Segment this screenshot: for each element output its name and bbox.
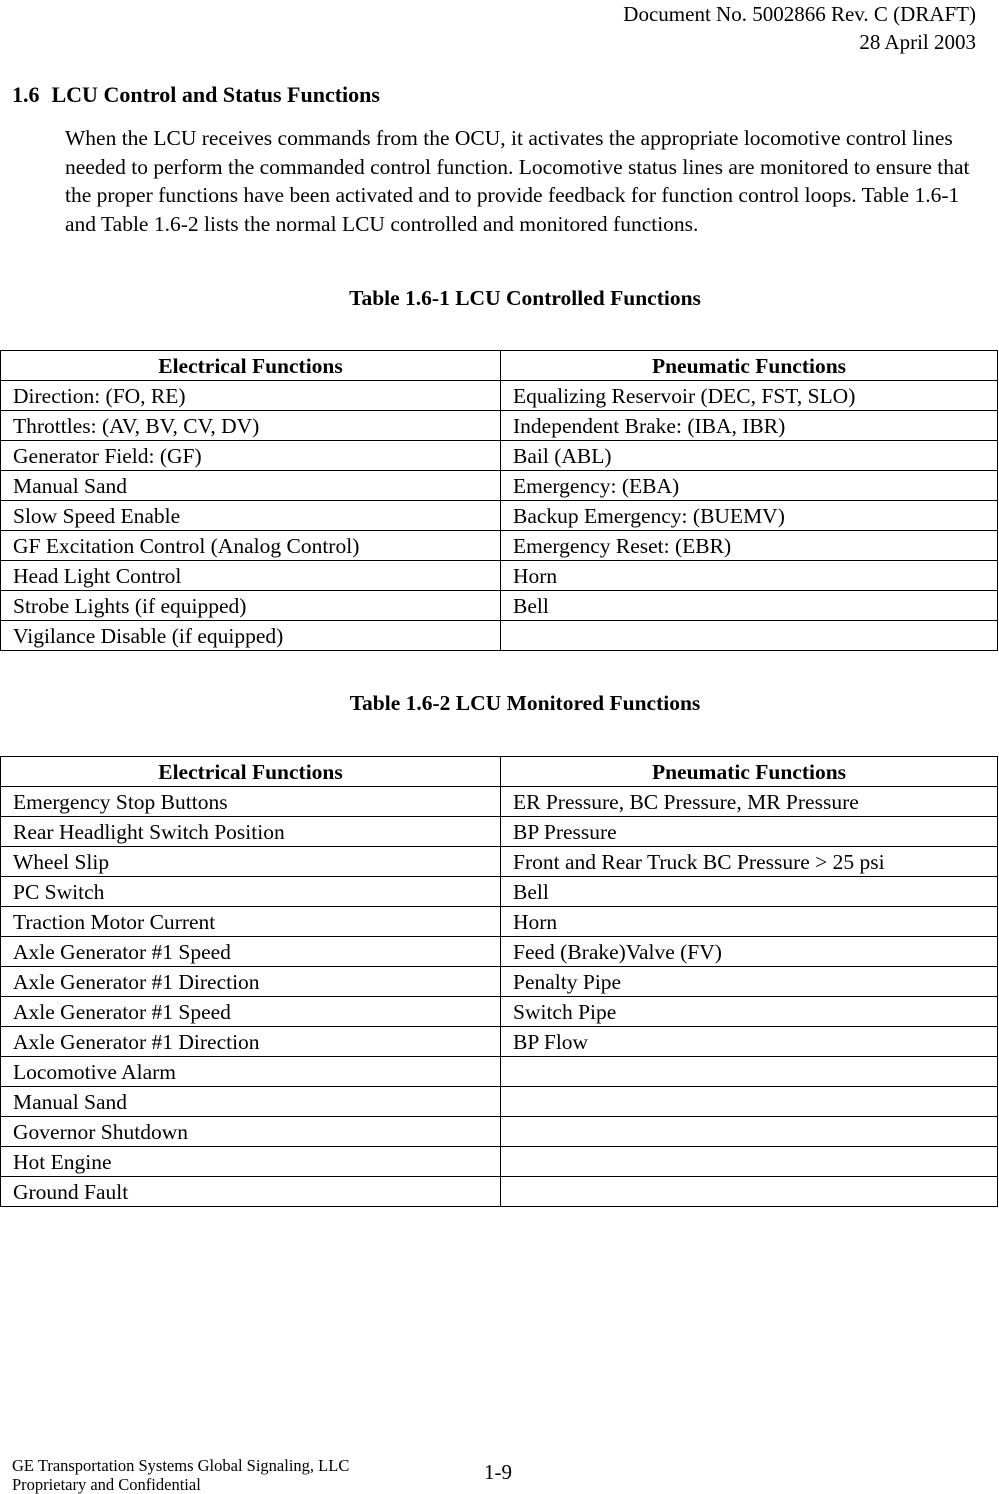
- pneumatic-cell: BP Pressure: [501, 817, 998, 847]
- table-row: [1, 621, 998, 651]
- electrical-cell: Traction Motor Current: [1, 907, 501, 937]
- table-header-row: [1, 351, 998, 381]
- table-row: [1, 1177, 998, 1207]
- table-row: [1, 441, 998, 471]
- column-header-electrical: Electrical Functions: [1, 351, 501, 381]
- table-row: [1, 997, 998, 1027]
- pneumatic-cell: [501, 1057, 998, 1087]
- electrical-cell: Rear Headlight Switch Position: [1, 817, 501, 847]
- pneumatic-cell: BP Flow: [501, 1027, 998, 1057]
- pneumatic-cell: [501, 1117, 998, 1147]
- electrical-cell: Ground Fault: [1, 1177, 501, 1207]
- pneumatic-cell: Horn: [501, 561, 998, 591]
- column-header-pneumatic: Pneumatic Functions: [501, 757, 998, 787]
- pneumatic-cell: Switch Pipe: [501, 997, 998, 1027]
- electrical-cell: Throttles: (AV, BV, CV, DV): [1, 411, 501, 441]
- electrical-cell: Governor Shutdown: [1, 1117, 501, 1147]
- electrical-cell: Manual Sand: [1, 1087, 501, 1117]
- electrical-cell: Head Light Control: [1, 561, 501, 591]
- section-heading: [12, 82, 380, 108]
- table-row: [1, 1027, 998, 1057]
- section-title: LCU Control and Status Functions: [51, 82, 380, 107]
- electrical-cell: Emergency Stop Buttons: [1, 787, 501, 817]
- table-row: [1, 411, 998, 441]
- pneumatic-cell: Bell: [501, 591, 998, 621]
- column-header-pneumatic: Pneumatic Functions: [501, 351, 998, 381]
- table-row: [1, 471, 998, 501]
- pneumatic-cell: Equalizing Reservoir (DEC, FST, SLO): [501, 381, 998, 411]
- pneumatic-cell: [501, 1147, 998, 1177]
- electrical-cell: Axle Generator #1 Direction: [1, 967, 501, 997]
- document-number: Document No. 5002866 Rev. C (DRAFT): [623, 2, 976, 26]
- table-row: [1, 1147, 998, 1177]
- table-header-row: [1, 757, 998, 787]
- pneumatic-cell: Emergency Reset: (EBR): [501, 531, 998, 561]
- electrical-cell: Axle Generator #1 Speed: [1, 937, 501, 967]
- table-row: [1, 937, 998, 967]
- pneumatic-cell: ER Pressure, BC Pressure, MR Pressure: [501, 787, 998, 817]
- footer-company: GE Transportation Systems Global Signaling, LLC: [12, 1456, 350, 1475]
- pneumatic-cell: Backup Emergency: (BUEMV): [501, 501, 998, 531]
- controlled-functions-table: [0, 350, 998, 651]
- electrical-cell: Locomotive Alarm: [1, 1057, 501, 1087]
- table-row: [1, 1087, 998, 1117]
- section-number: 1.6: [12, 82, 40, 107]
- document-header: [623, 0, 976, 56]
- electrical-cell: Direction: (FO, RE): [1, 381, 501, 411]
- pneumatic-cell: Penalty Pipe: [501, 967, 998, 997]
- pneumatic-cell: Bail (ABL): [501, 441, 998, 471]
- table-row: [1, 907, 998, 937]
- table-row: [1, 591, 998, 621]
- electrical-cell: Slow Speed Enable: [1, 501, 501, 531]
- footer-confidentiality: Proprietary and Confidential: [12, 1475, 201, 1494]
- document-date: 28 April 2003: [859, 30, 976, 54]
- table-row: [1, 501, 998, 531]
- table-row: [1, 531, 998, 561]
- electrical-cell: PC Switch: [1, 877, 501, 907]
- table2-caption: Table 1.6-2 LCU Monitored Functions: [349, 691, 701, 715]
- electrical-cell: Generator Field: (GF): [1, 441, 501, 471]
- table-row: [1, 561, 998, 591]
- table-row: [1, 847, 998, 877]
- electrical-cell: Manual Sand: [1, 471, 501, 501]
- table-row: [1, 877, 998, 907]
- pneumatic-cell: [501, 621, 998, 651]
- pneumatic-cell: Front and Rear Truck BC Pressure > 25 psi: [501, 847, 998, 877]
- monitored-functions-table: [0, 756, 998, 1207]
- pneumatic-cell: Bell: [501, 877, 998, 907]
- page-number: 1-9: [484, 1460, 512, 1484]
- pneumatic-cell: [501, 1177, 998, 1207]
- page-footer: [12, 1456, 349, 1494]
- table-row: [1, 817, 998, 847]
- electrical-cell: GF Excitation Control (Analog Control): [1, 531, 501, 561]
- table1-caption: Table 1.6-1 LCU Controlled Functions: [349, 286, 701, 310]
- table-row: [1, 1117, 998, 1147]
- pneumatic-cell: Independent Brake: (IBA, IBR): [501, 411, 998, 441]
- electrical-cell: Wheel Slip: [1, 847, 501, 877]
- pneumatic-cell: [501, 1087, 998, 1117]
- electrical-cell: Axle Generator #1 Speed: [1, 997, 501, 1027]
- pneumatic-cell: Emergency: (EBA): [501, 471, 998, 501]
- pneumatic-cell: Feed (Brake)Valve (FV): [501, 937, 998, 967]
- table-row: [1, 787, 998, 817]
- electrical-cell: Axle Generator #1 Direction: [1, 1027, 501, 1057]
- table-row: [1, 1057, 998, 1087]
- table-row: [1, 967, 998, 997]
- table-row: [1, 381, 998, 411]
- electrical-cell: Vigilance Disable (if equipped): [1, 621, 501, 651]
- section-paragraph: When the LCU receives commands from the OCU, it activates the appropriate locomotive control lines needed to perform the commanded control function. Locomotive status lines are monitored to ensure that the proper functions have been activated and to provide feedback for function control loops. Table 1.6-1 and Table 1.6-2 lists the normal LCU controlled and monitored functions.: [65, 126, 970, 237]
- pneumatic-cell: Horn: [501, 907, 998, 937]
- electrical-cell: Strobe Lights (if equipped): [1, 591, 501, 621]
- column-header-electrical: Electrical Functions: [1, 757, 501, 787]
- electrical-cell: Hot Engine: [1, 1147, 501, 1177]
